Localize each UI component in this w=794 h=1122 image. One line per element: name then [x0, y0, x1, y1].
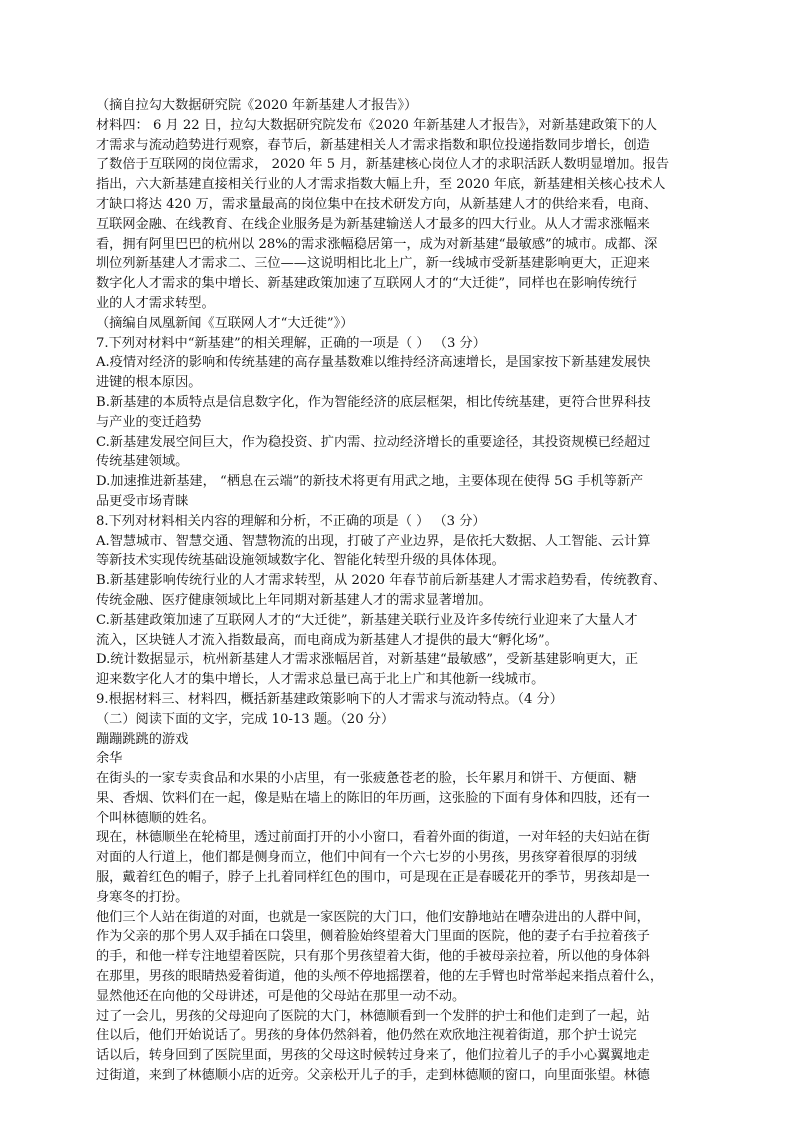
- text-line: 现在，林德顺坐在轮椅里，透过前面打开的小小窗口，看着外面的街道，一对年轻的夫妇站在街: [96, 830, 650, 846]
- text-line: C.新基建政策加速了互联网人才的“大迁徙”，新基建关联行业及许多传统行业迎来了大量人才: [96, 612, 638, 628]
- text-line: （摘自拉勾大数据研究院《2020 年新基建人才报告》）: [96, 98, 418, 113]
- text-line: 8.下列对材料相关内容的理解和分析，不正确的项是（ ） （3 分）: [96, 513, 486, 529]
- text-line: A.疫情对经济的影响和传统基建的高存量基数难以维持经济高速增长，是国家按下新基建发展快: [96, 355, 651, 371]
- document-page: [96, 96, 698, 1086]
- text-line: 话以后，转身回到了医院里面，男孩的父母这时候转过身来了，他们拉着儿子的手小心翼翼地走: [96, 1048, 650, 1064]
- text-line: 个叫林德顺的姓名。: [96, 810, 215, 826]
- text-line: 看，拥有阿里巴巴的杭州以 28%的需求涨幅稳居第一，成为对新基建“最敏感”的城市。成都、深: [96, 236, 658, 252]
- text-line: 显然他还在向他的父母讲述，可是他的父母站在那里一动不动。: [96, 988, 466, 1004]
- text-line: A.智慧城市、智慧交通、智慧物流的出现，打破了产业边界，是依托大数据、人工智能、云计算: [96, 533, 651, 549]
- text-line: 的手，和他一样专注地望着医院，只有那个男孩望着大街，他的手被母亲拉着，所以他的身体斜: [96, 949, 650, 965]
- text-line: B.新基建的本质特点是信息数字化，作为智能经济的底层框架，相比传统基建，更符合世界科技: [96, 394, 651, 410]
- text-line: （摘编自凤凰新闻《互联网人才“大迁徙”》）: [96, 315, 354, 331]
- text-line: 数字化人才需求的集中增长、新基建政策加速了互联网人才的“大迁徙”，同样也在影响传统行: [96, 276, 637, 292]
- text-line: 互联网金融、在线教育、在线企业服务是为新基建输送人才最多的四大行业。从人才需求涨幅来: [96, 216, 650, 232]
- text-line: 才缺口将达 420 万，需求量最高的岗位集中在技术研发方向，从新基建人才的供给来看，电商、: [96, 196, 658, 212]
- text-line: 作为父亲的那个男人双手插在口袋里，侧着脸始终望着大门里面的医院，他的妻子右手拉着孩子: [96, 929, 650, 945]
- text-line: 传统金融、医疗健康领域比上年同期对新基建人才的需求显著增加。: [96, 592, 492, 608]
- text-line: 余华: [96, 751, 123, 767]
- text-line: 材料四： 6 月 22 日，拉勾大数据研究院发布《2020 年新基建人才报告》，对新基建政策下的人: [96, 117, 658, 133]
- text-line: 迎来数字化人才的集中增长，人才需求总量已高于北上广和其他新一线城市。: [96, 672, 545, 688]
- text-line: 才需求与流动趋势进行观察，春节后，新基建相关人才需求指数和职位投递指数同步增长，创造: [96, 137, 650, 153]
- text-line: B.新基建影响传统行业的人才需求转型，从 2020 年春节前后新基建人才需求趋势看，传统教育、: [96, 573, 667, 589]
- text-line: 过街道，来到了林德顺小店的近旁。父亲松开儿子的手，走到林德顺的窗口，向里面张望。林德: [96, 1068, 650, 1084]
- text-line: 身寒冬的打扮。: [96, 889, 189, 905]
- text-line: 过了一会儿，男孩的父母迎向了医院的大门，林德顺看到一个发胖的护士和他们走到了一起，站: [96, 1008, 650, 1024]
- text-line: 9.根据材料三、材料四，概括新基建政策影响下的人才需求与流动特点。（4 分）: [96, 691, 563, 707]
- text-line: （二）阅读下面的文字，完成 10-13 题。（20 分）: [96, 711, 395, 727]
- text-line: 果、香烟、饮料们在一起，像是贴在墙上的陈旧的年历画，这张脸的下面有身体和四肢，还有一: [96, 790, 650, 806]
- text-line: 他们三个人站在街道的对面，也就是一家医院的大门口，他们安静地站在嘈杂进出的人群中间，: [96, 909, 650, 925]
- text-line: 业的人才需求转型。: [96, 295, 215, 311]
- text-line: 住以后，他们开始说话了。男孩的身体仍然斜着，他仍然在欢欣地注视着街道，那个护士说完: [96, 1028, 637, 1044]
- text-line: 对面的人行道上，他们都是侧身而立，他们中间有一个六七岁的小男孩，男孩穿着很厚的羽绒: [96, 850, 637, 866]
- text-line: C.新基建发展空间巨大，作为稳投资、扩内需、拉动经济增长的重要途径，其投资规模已经超过: [96, 434, 651, 450]
- text-line: 品更受市场青睐: [96, 493, 189, 509]
- text-line: D.统计数据显示，杭州新基建人才需求涨幅居首，对新基建“最敏感”，受新基建影响更大，正: [96, 652, 639, 668]
- text-line: 进键的根本原因。: [96, 375, 202, 391]
- text-line: 在街头的一家专卖食品和水果的小店里，有一张疲惫苍老的脸，长年累月和饼干、方便面、糖: [96, 771, 637, 787]
- text-line: 圳位列新基建人才需求二、三位——这说明相比北上广，新一线城市受新基建影响更大，正迎来: [96, 256, 650, 272]
- text-line: 传统基建领域。: [96, 454, 189, 470]
- text-line: 在那里，男孩的眼睛热爱着街道，他的头颅不停地摇摆着，他的左手臂也时常举起来指点着什么，: [96, 969, 664, 985]
- text-line: D.加速推进新基建， “栖息在云端”的新技术将更有用武之地，主要体现在使得 5G 手机等新产: [96, 474, 644, 490]
- text-line: 蹦蹦跳跳的游戏: [96, 731, 189, 747]
- text-line: 流入，区块链人才流入指数最高，而电商成为新基建人才提供的最大“孵化场”。: [96, 632, 558, 648]
- text-line: 指出，六大新基建直接相关行业的人才需求指数大幅上升，至 2020 年底，新基建相关核心技术人: [96, 177, 666, 193]
- text-line: 了数倍于互联网的岗位需求， 2020 年 5 月，新基建核心岗位人才的求职活跃人数明显增加。报告: [96, 157, 670, 173]
- text-line: 7.下列对材料中“新基建”的相关理解，正确的一项是（ ） （3 分）: [96, 335, 486, 351]
- text-line: 与产业的变迁趋势: [96, 414, 202, 430]
- text-line: 等新技术实现传统基础设施领域数字化、智能化转型升级的具体体现。: [96, 553, 505, 569]
- text-line: 服，戴着红色的帽子，脖子上扎着同样红色的围巾，可是现在正是春暖花开的季节，男孩却是一: [96, 870, 650, 886]
